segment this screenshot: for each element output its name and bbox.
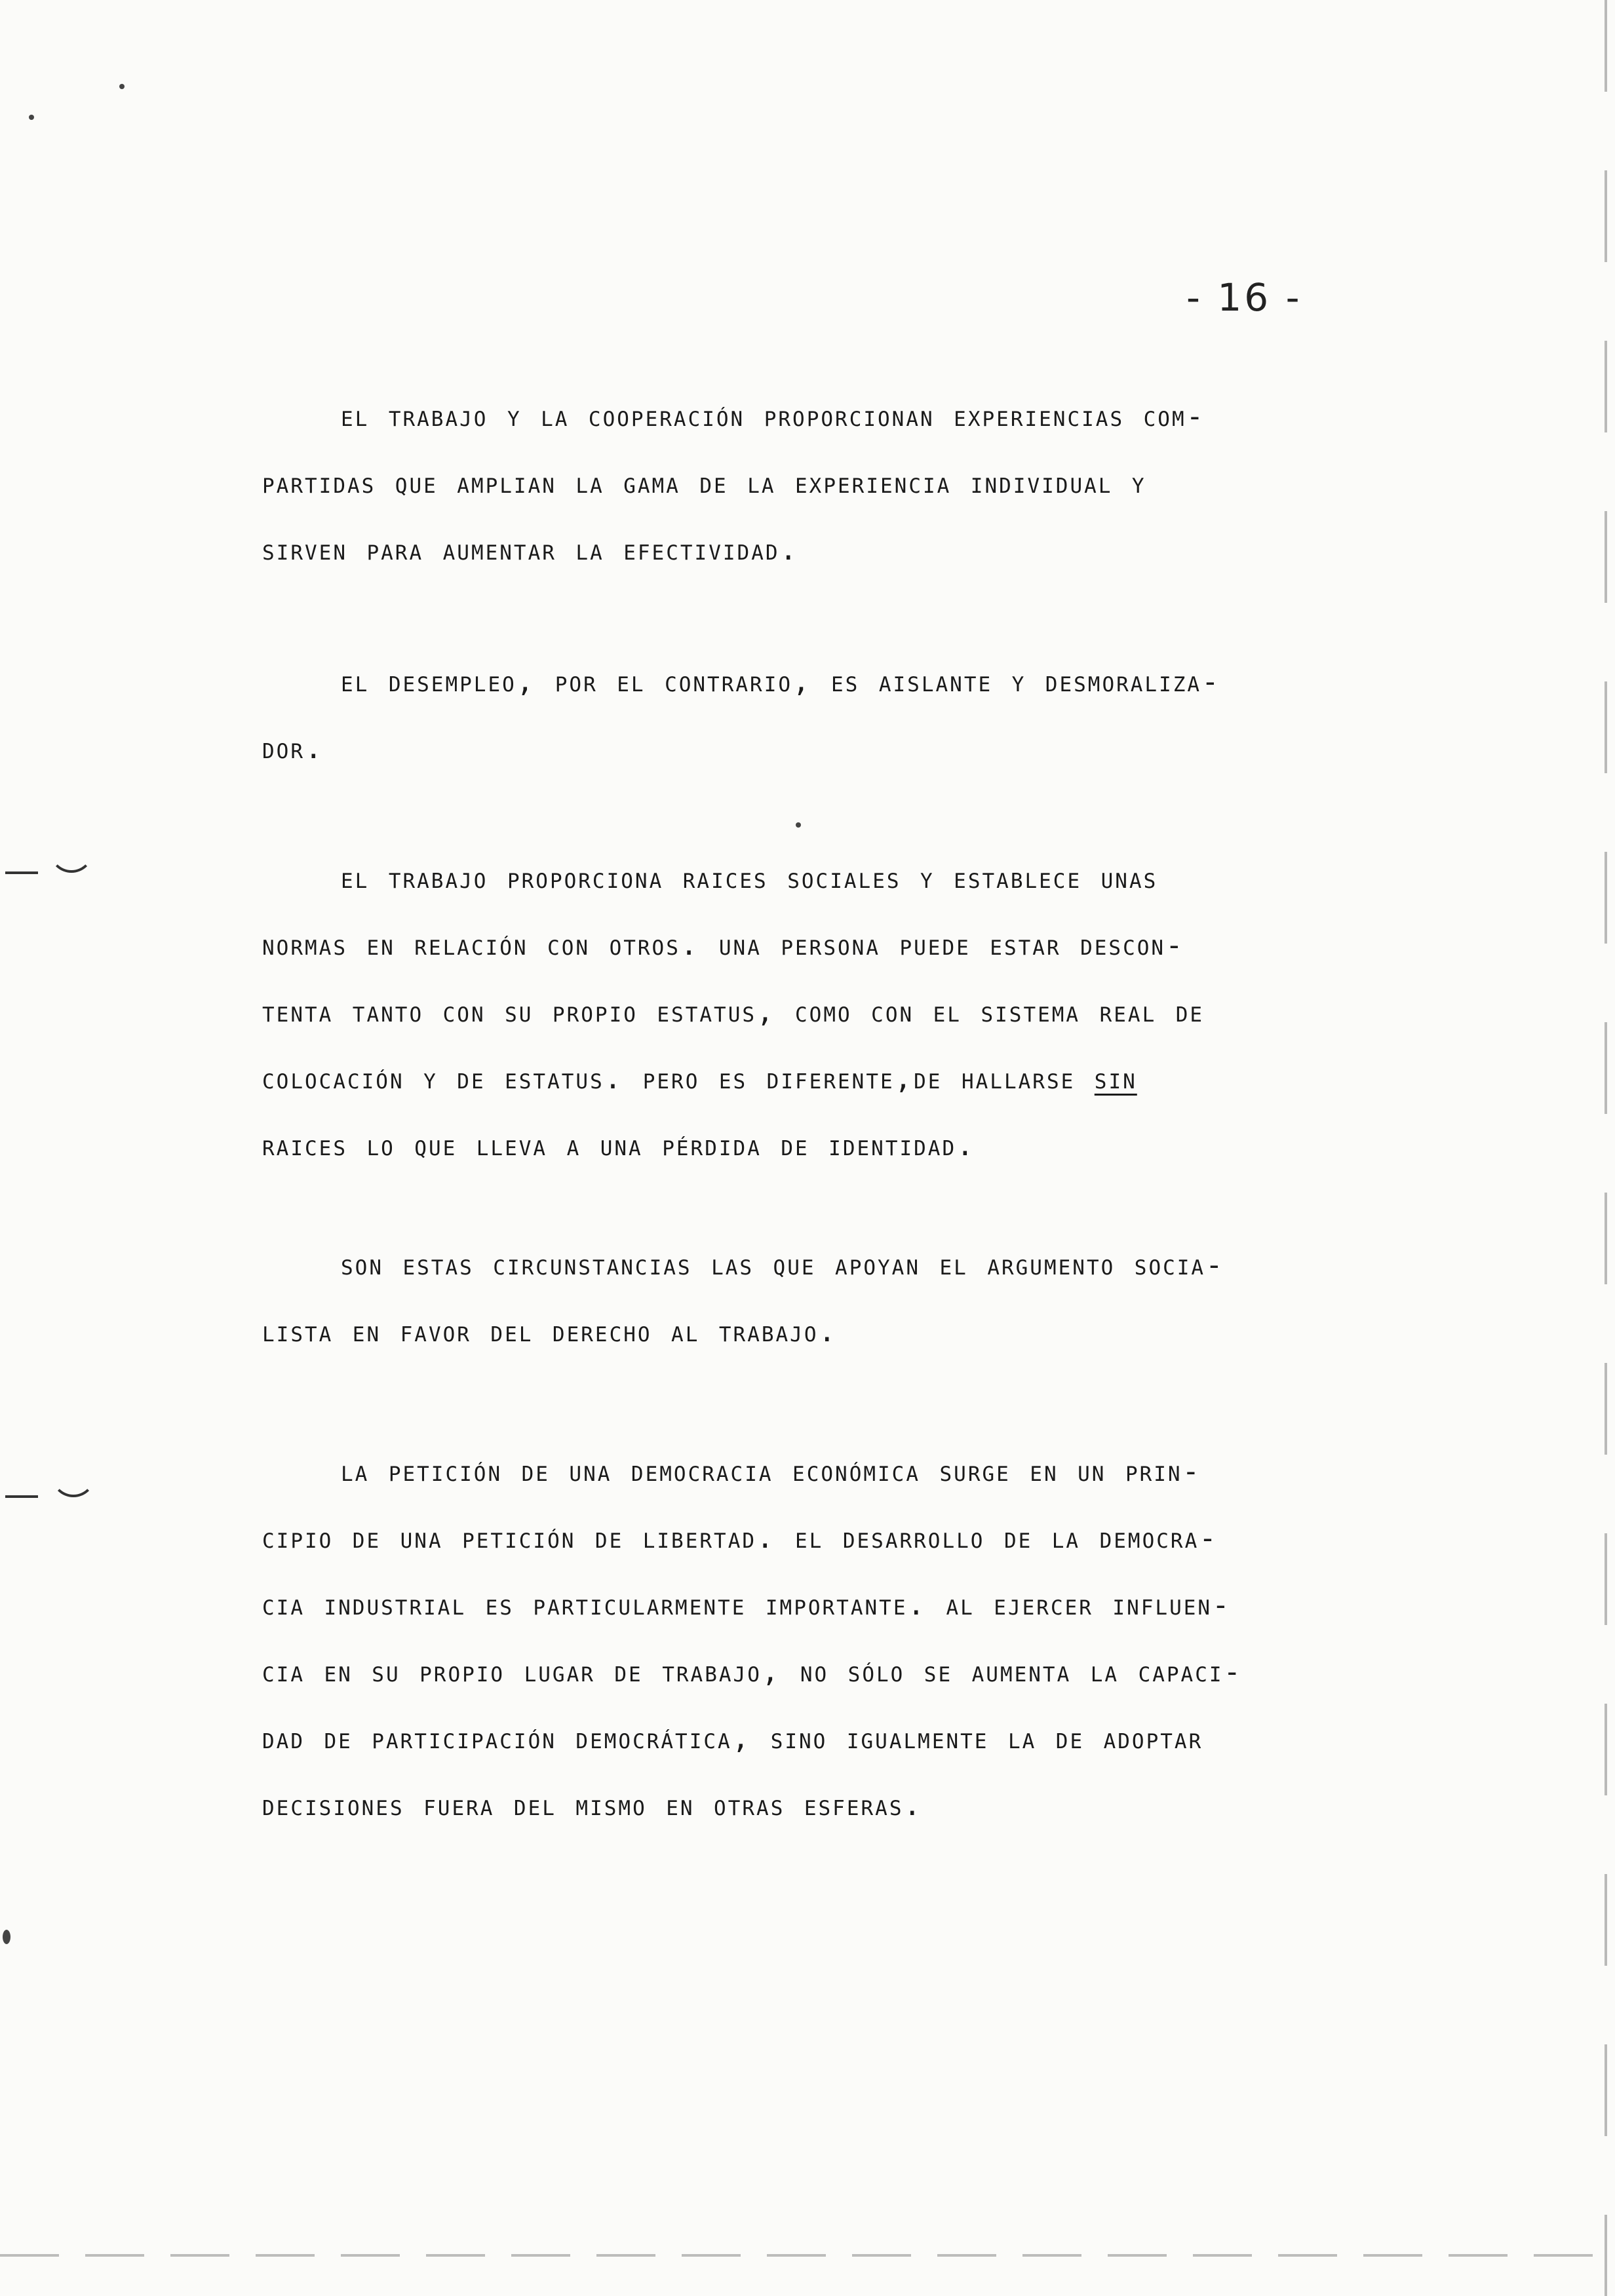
text-line: el trabajo proporciona raices sociales y establece unas: [341, 862, 1158, 895]
paragraph-3: [262, 845, 1508, 1179]
text-line: la petición de una democracia económica surge en un prin-: [341, 1455, 1202, 1488]
margin-dash-mark: [5, 1495, 38, 1498]
text-line: raices lo que lleva a una pérdida de identidad.: [262, 1129, 976, 1162]
text-line: cia industrial es particularmente importante. al ejercer influen-: [262, 1588, 1232, 1622]
text-line-with-underline: [262, 1046, 1508, 1113]
text-line: dad de participación democrática, sino igualmente la de adoptar: [262, 1722, 1203, 1755]
paragraph-2: [262, 649, 1508, 782]
text-line: son estas circunstancias las que apoyan el argumento socia-: [341, 1248, 1225, 1282]
scan-speck: [119, 84, 125, 89]
paragraph-4: [262, 1232, 1508, 1366]
scan-edge-shadow: [1605, 0, 1607, 2296]
text-line: lista en favor del derecho al trabajo.: [262, 1315, 838, 1349]
text-line: sirven para aumentar la efectividad.: [262, 533, 800, 567]
text-segment: colocación y de estatus. pero es diferente,de hallarse: [262, 1062, 1076, 1096]
scan-speck: [796, 822, 801, 828]
page-number: - 16 -: [1186, 275, 1302, 320]
paragraph-1: [262, 383, 1508, 584]
text-line: cia en su propio lugar de trabajo, no sólo se aumenta la capaci-: [262, 1655, 1243, 1689]
underlined-word: sin: [1094, 1062, 1137, 1096]
text-line: partidas que amplian la gama de la experiencia individual y: [262, 467, 1146, 500]
margin-curve-mark: [49, 840, 94, 873]
scan-speck: [29, 115, 34, 120]
text-line: el desempleo, por el contrario, es aislante y desmoralizа-: [341, 665, 1221, 698]
text-line: dor.: [262, 732, 324, 765]
margin-dash-mark: [5, 871, 38, 874]
text-line: el trabajo y la cooperación proporcionan experiencias com-: [341, 400, 1206, 433]
paragraph-5: [262, 1438, 1508, 1839]
text-line: decisiones fuera del mismo en otras esferas.: [262, 1789, 923, 1822]
scan-edge-shadow: [0, 2254, 1615, 2257]
text-line: normas en relación con otros. una persona puede estar descon-: [262, 928, 1185, 962]
text-line: tenta tanto con su propio estatus, como con el sistema real de: [262, 995, 1205, 1029]
scan-speck: [3, 1930, 10, 1944]
margin-curve-mark: [51, 1464, 96, 1497]
text-line: cipio de una petición de libertad. el desarrollo de la democra-: [262, 1521, 1218, 1555]
